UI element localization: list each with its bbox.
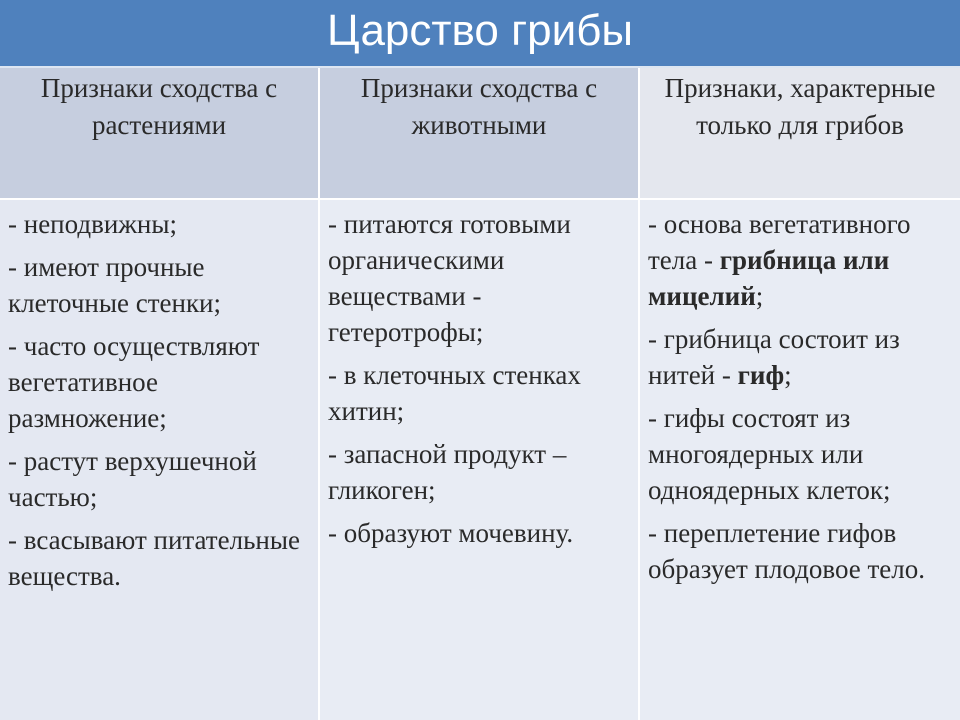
list-item: - всасывают питательные вещества. <box>8 525 300 591</box>
list-item <box>648 206 952 314</box>
list-item: - имеют прочные клеточные стенки; <box>8 252 222 318</box>
list-item <box>648 515 952 587</box>
list-item: - запасной продукт – гликоген; <box>328 439 567 505</box>
list-item <box>648 321 952 393</box>
column-body-animals <box>320 200 640 720</box>
list-item: - в клеточных стенках хитин; <box>328 360 581 426</box>
item-bold-text: грибница или мицелий <box>648 245 890 311</box>
list-item <box>648 400 952 508</box>
column-header-fungi-only: Признаки, характерные только для грибов <box>640 68 960 200</box>
item-text: - гифы состоят из многоядерных или одноядерных клеток; <box>648 403 891 505</box>
column-header-plants: Признаки сходства с растениями <box>0 68 320 200</box>
column-body-plants <box>0 200 320 720</box>
column-body-fungi-only <box>640 200 960 720</box>
column-header-animals: Признаки сходства с животными <box>320 68 640 200</box>
list-item: - питаются готовыми органическими веществами - гетеротрофы; <box>328 209 571 347</box>
title-bar <box>0 0 960 68</box>
list-item: - часто осуществляют вегетативное размножение; <box>8 331 260 433</box>
comparison-table <box>0 68 960 720</box>
list-item: - образуют мочевину. <box>328 518 574 548</box>
item-text: - грибница состоит из нитей - <box>648 324 900 390</box>
item-text-end: ; <box>755 281 764 311</box>
page-title: Царство грибы <box>326 6 634 55</box>
item-text: - основа вегетативного тела - <box>648 209 911 275</box>
item-bold-text: гиф <box>737 360 785 390</box>
list-item: - растут верхушечной частью; <box>8 446 257 512</box>
item-text-end: ; <box>784 360 792 390</box>
list-item: - неподвижны; <box>8 209 178 239</box>
item-text: - переплетение гифов образует плодовое тело. <box>648 518 926 584</box>
